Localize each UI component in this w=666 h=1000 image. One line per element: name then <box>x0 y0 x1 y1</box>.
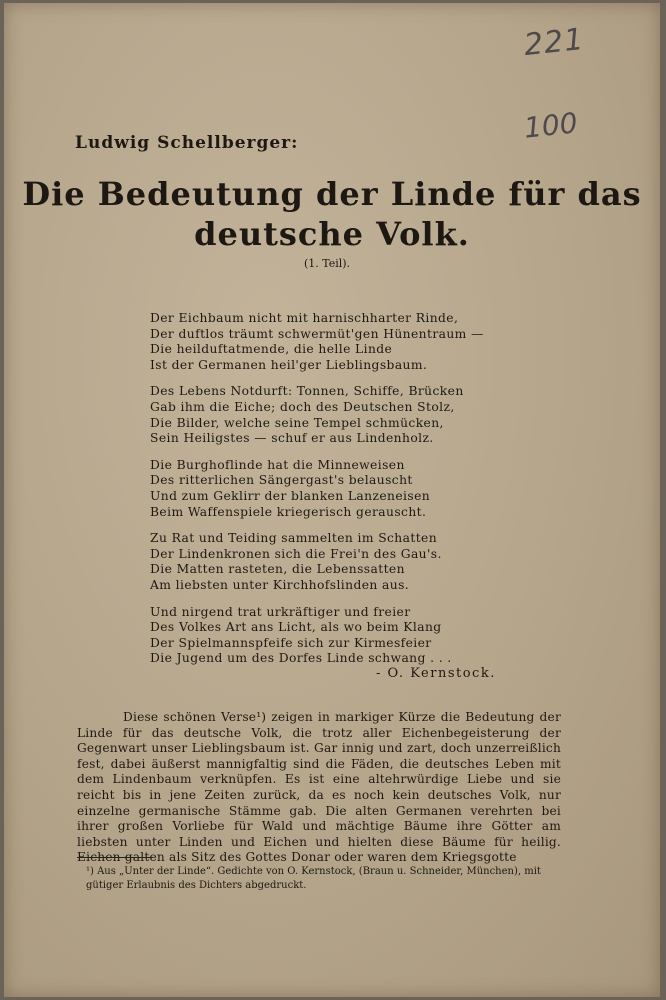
poem-line: Der Spielmannspfeife sich zur Kirmesfeier <box>150 635 432 650</box>
poem-line: Die Burghoflinde hat die Minneweisen <box>150 457 405 472</box>
author-line: Ludwig Schellberger: <box>75 133 299 153</box>
poem-line: Die Bilder, welche seine Tempel schmücken, <box>150 415 444 430</box>
poem-line: Gab ihm die Eiche; doch des Deutschen Stolz, <box>150 399 455 414</box>
poem-line: Der duftlos träumt schwermüt'gen Hünentraum — <box>150 326 484 341</box>
poem-attribution: - O. Kernstock. <box>376 666 496 681</box>
poem-stanza-4 <box>150 531 484 593</box>
poem-line: Die Matten rasteten, die Lebenssatten <box>150 562 405 577</box>
title-line-2: deutsche Volk. <box>194 215 470 253</box>
poem <box>150 311 484 678</box>
footnote-divider <box>77 857 153 858</box>
poem-line: Der Lindenkronen sich die Frei'n des Gau's. <box>150 546 442 561</box>
body-paragraph: Diese schönen Verse¹) zeigen in markiger Kürze die Bedeutung der Linde für das deutsche Volk, die trotz aller Eichenbegeisterung der Gegenwart unser Lieblingsbaum ist. Gar innig und zart, doch unzerreißlich fest, dabei äußerst mannigfaltig sind die Fäden, die deutsches Leben mit dem Lindenbaum verknüpfen. Es ist eine altehrwürdige Liebe und sie reicht bis in jene Zeiten zurück, da es noch kein deutsches Volk, nur einzelne germanische Stämme gab. Die alten Germanen verehrten bei ihrer großen Vorliebe für Wald und mächtige Bäume ihre Götter am liebsten unter Linden und Eichen und hielten diese Bäume für heilig. Eichen galten als Sitz des Gottes Donar oder waren dem Kriegsgotte <box>77 710 561 865</box>
document-page <box>4 3 660 997</box>
poem-stanza-3 <box>150 458 484 520</box>
title-line-1: Die Bedeutung der Linde für das <box>22 175 642 213</box>
poem-stanza-1 <box>150 311 484 373</box>
poem-line: Ist der Germanen heil'ger Lieblingsbaum. <box>150 357 428 372</box>
poem-line: Des Volkes Art ans Licht, als wo beim Klang <box>150 620 442 635</box>
archive-number: 221 <box>522 21 586 64</box>
poem-line: Des ritterlichen Sängergast's belauscht <box>150 473 413 488</box>
poem-line: Zu Rat und Teiding sammelten im Schatten <box>150 531 438 546</box>
poem-stanza-2 <box>150 384 484 446</box>
poem-line: Der Eichbaum nicht mit harnischharter Rinde, <box>150 311 459 325</box>
poem-line: Die Jugend um des Dorfes Linde schwang . . . <box>150 651 452 666</box>
poem-line: Sein Heiligstes — schuf er aus Lindenholz. <box>150 431 434 446</box>
poem-stanza-5 <box>150 605 484 667</box>
poem-line: Die heilduftatmende, die helle Linde <box>150 342 393 357</box>
poem-line: Beim Waffenspiele kriegerisch gerauscht. <box>150 504 427 519</box>
poet-name: O. Kernstock. <box>387 666 496 681</box>
poem-line: Und zum Geklirr der blanken Lanzeneisen <box>150 488 431 503</box>
subtitle: (1. Teil). <box>303 257 351 270</box>
poem-line: Des Lebens Notdurft: Tonnen, Schiffe, Brücken <box>150 384 464 399</box>
poem-line: Und nirgend trat urkräftiger und freier <box>150 604 411 619</box>
poem-line: Am liebsten unter Kirchhofslinden aus. <box>150 577 410 592</box>
page-number: 100 <box>522 106 580 145</box>
footnote: ¹) Aus „Unter der Linde“. Gedichte von O. Kernstock, (Braun u. Schneider, München), mit gütiger Erlaubnis des Dichters abgedruckt. <box>86 866 541 891</box>
